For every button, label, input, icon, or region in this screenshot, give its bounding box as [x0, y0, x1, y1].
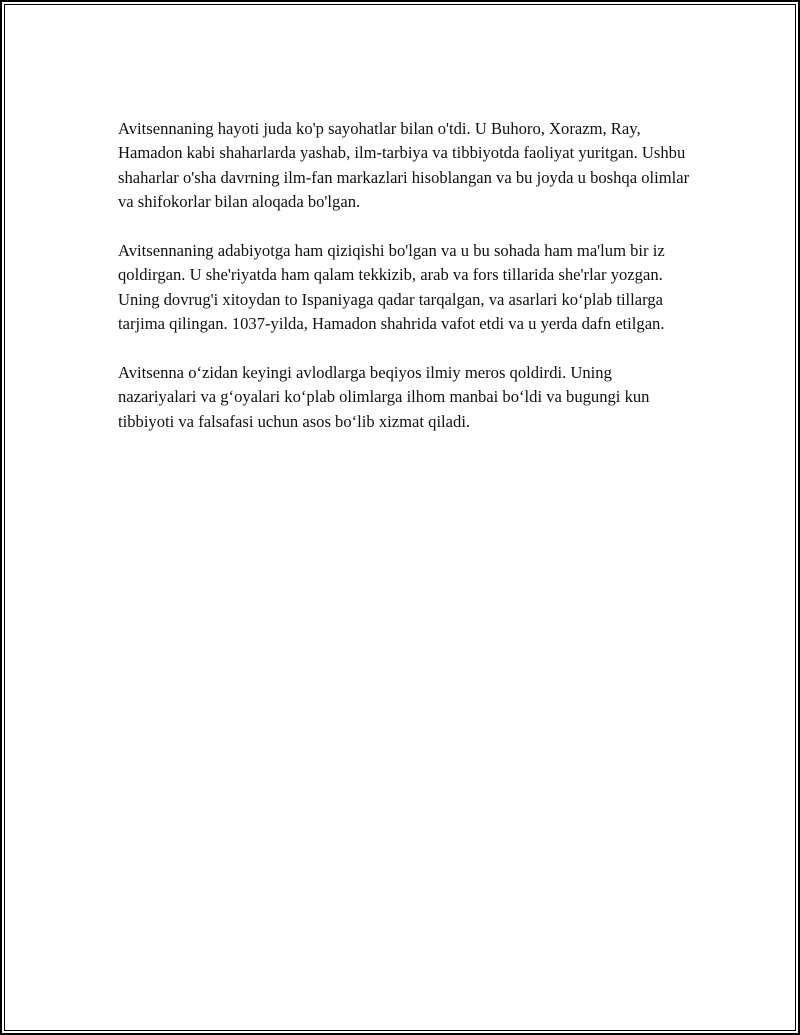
paragraph-travels: Avitsennaning hayoti juda ko'p sayohatlar bilan o'tdi. U Buhoro, Xorazm, Ray, Hamadon kabi shaharlarda yashab, ilm-tarbiya va tibbiyotda faoliyat yuritgan. Ushbu shaharlar o'sha davrning ilm-fan markazlari hisoblangan va bu joyda u boshqa olimlar va shifokorlar bilan aloqada bo'lgan. [118, 119, 690, 212]
paragraph-literature: Avitsennaning adabiyotga ham qiziqishi bo'lgan va u bu sohada ham ma'lum bir iz qoldirgan. U she'riyatda ham qalam tekkizib, arab va fors tillarida she'rlar yozgan. Uning dovrug'i xitoydan to Ispaniyaga qadar tarqalgan, va asarlari koʻplab tillarga tarjima qilingan. 1037-yilda, Hamadon shahrida vafot etdi va u yerda dafn etilgan. [118, 241, 665, 334]
document-body [118, 117, 693, 459]
paragraph-legacy: Avitsenna oʻzidan keyingi avlodlarga beqiyos ilmiy meros qoldirdi. Uning nazariyalari va gʻoyalari koʻplab olimlarga ilhom manbai boʻldi va bugungi kun tibbiyoti va falsafasi uchun asos boʻlib xizmat qiladi. [118, 363, 650, 431]
